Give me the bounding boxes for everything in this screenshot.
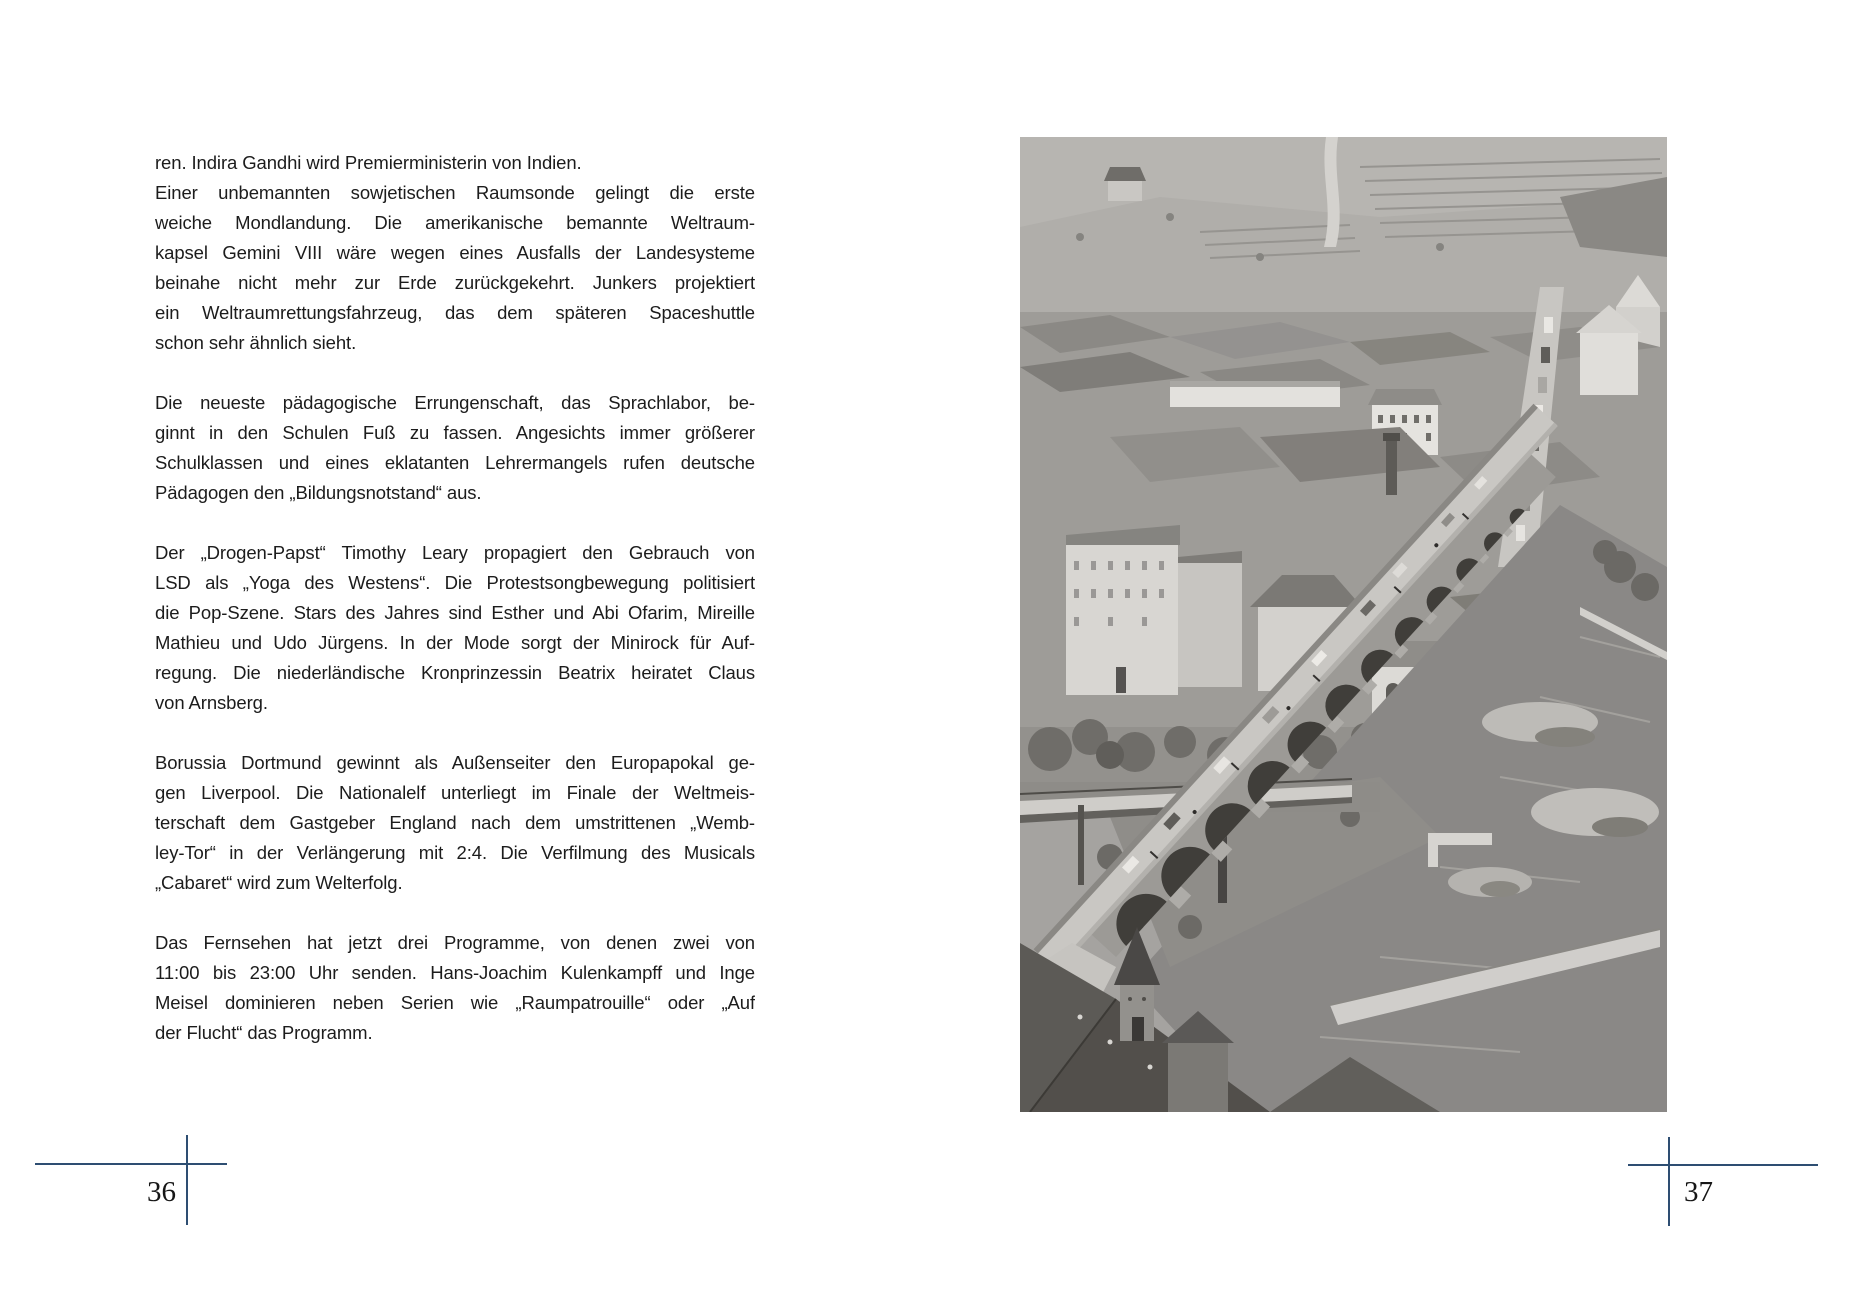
paragraph: [155, 538, 755, 718]
text-line: Meisel dominieren neben Serien wie „Raumpatrouille“ oder „Auf: [155, 992, 755, 1013]
text-line: von Arnsberg.: [155, 692, 268, 713]
text-line: ley-Tor“ in der Verlängerung mit 2:4. Die Verfilmung des Musicals: [155, 842, 755, 863]
text-line: die Pop-Szene. Stars des Jahres sind Esther und Abi Ofarim, Mireille: [155, 602, 755, 623]
paragraph: [155, 748, 755, 898]
text-line: Pädagogen den „Bildungsnotstand“ aus.: [155, 482, 482, 503]
text-line: kapsel Gemini VIII wäre wegen eines Ausfalls der Landesysteme: [155, 242, 755, 263]
text-line: Schulklassen und eines eklatanten Lehrermangels rufen deutsche: [155, 452, 755, 473]
page-number-left: 36: [147, 1176, 176, 1208]
crop-mark-horizontal-right: [1628, 1164, 1818, 1166]
text-line: Mathieu und Udo Jürgens. In der Mode sorgt der Minirock für Auf-: [155, 632, 755, 653]
paragraph: [155, 178, 755, 358]
text-line: „Cabaret“ wird zum Welterfolg.: [155, 872, 403, 893]
text-line: Die neueste pädagogische Errungenschaft, das Sprachlabor, be-: [155, 392, 755, 413]
text-line: regung. Die niederländische Kronprinzessin Beatrix heiratet Claus: [155, 662, 755, 683]
bridge-photo: [1020, 137, 1667, 1112]
paragraph: [155, 928, 755, 1048]
text-line: gen Liverpool. Die Nationalelf unterliegt im Finale der Weltmeis-: [155, 782, 755, 803]
text-line: terschaft dem Gastgeber England nach dem umstrittenen „Wemb-: [155, 812, 755, 833]
text-line: weiche Mondlandung. Die amerikanische bemannte Weltraum-: [155, 212, 755, 233]
text-line: Einer unbemannten sowjetischen Raumsonde gelingt die erste: [155, 182, 755, 203]
text-line: 11:00 bis 23:00 Uhr senden. Hans-Joachim Kulenkampff und Inge: [155, 962, 755, 983]
text-line: schon sehr ähnlich sieht.: [155, 332, 357, 353]
text-line: ren. Indira Gandhi wird Premierministerin von Indien.: [155, 152, 582, 173]
text-line: Der „Drogen-Papst“ Timothy Leary propagiert den Gebrauch von: [155, 542, 755, 563]
text-line: Das Fernsehen hat jetzt drei Programme, von denen zwei von: [155, 932, 755, 953]
paragraph: [155, 148, 755, 178]
text-line: ginnt in den Schulen Fuß zu fassen. Angesichts immer größerer: [155, 422, 755, 443]
text-line: LSD als „Yoga des Westens“. Die Protestsongbewegung politisiert: [155, 572, 755, 593]
text-line: beinahe nicht mehr zur Erde zurückgekehrt. Junkers projektiert: [155, 272, 755, 293]
body-text-column: [155, 148, 755, 1048]
crop-mark-horizontal-left: [35, 1163, 227, 1165]
text-line: der Flucht“ das Programm.: [155, 1022, 373, 1043]
text-line: Borussia Dortmund gewinnt als Außenseiter den Europapokal ge-: [155, 752, 755, 773]
text-line: ein Weltraumrettungsfahrzeug, das dem späteren Spaceshuttle: [155, 302, 755, 323]
paragraph: [155, 388, 755, 508]
crop-mark-vertical-left: [186, 1135, 188, 1225]
crop-mark-vertical-right: [1668, 1137, 1670, 1226]
page-number-right: 37: [1684, 1176, 1713, 1208]
bridge-photo-figure: [1020, 137, 1667, 1112]
